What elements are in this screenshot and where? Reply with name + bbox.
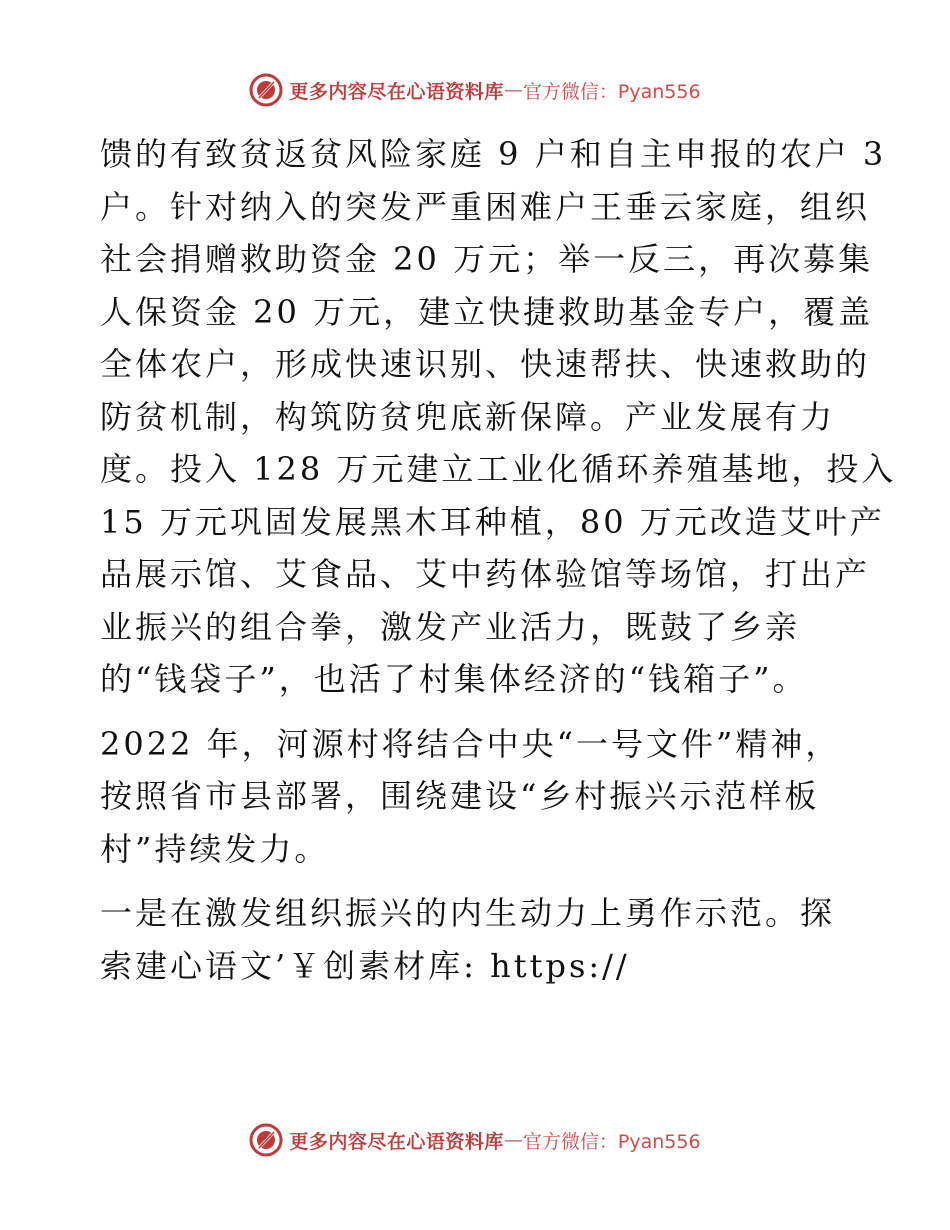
banner-wechat-id: 官方微信：Pyan556 [522,80,701,103]
text-line: 人保资金 20 万元，建立快捷救助基金专户，覆盖 [100,292,874,331]
text-line: 的“钱袋子”，也活了村集体经济的“钱箱子”。 [100,660,808,698]
text-line: 品展示馆、艾食品、艾中药体验馆等场馆，打出产 [100,555,871,593]
paragraph-2 [100,718,860,876]
banner-separator: — [503,79,523,101]
text-line: 全体农户，形成快速识别、快速帮扶、快速救助的 [100,345,871,383]
text-line: 业振兴的组合拳，激发产业活力，既鼓了乡亲 [100,607,801,646]
banner-wechat-id: 官方微信：Pyan556 [522,1130,701,1153]
text-line: 村”持续发力。 [100,829,330,868]
paragraph-3 [100,887,860,992]
brand-logo-icon [249,1123,283,1157]
text-line: 一是在激发组织振兴的内生动力上勇作示范。探 [100,894,836,932]
document-body [100,128,897,992]
text-line: 15 万元巩固发展黑木耳种植，80 万元改造艾叶产 [100,502,885,541]
text-line: 2022 年，河源村将结合中央“一号文件”精神， [100,724,841,763]
header-watermark-banner [0,70,950,110]
brand-logo-icon [249,73,283,107]
text-line: 索建心语文’￥创素材库: https:// [100,946,630,985]
footer-watermark-banner [0,1120,950,1160]
text-line: 按照省市县部署，围绕建设“乡村振兴示范样板 [100,777,820,815]
banner-title: 更多内容尽在心语资料库 [289,1130,504,1153]
text-line: 馈的有致贫返贫风险家庭 9 户和自主申报的农户 3 [100,135,887,173]
banner-separator: — [503,1129,523,1151]
banner-title: 更多内容尽在心语资料库 [289,80,504,103]
paragraph-1 [100,128,897,706]
text-line: 度。投入 128 万元建立工业化循环养殖基地，投入 [100,450,897,488]
text-line: 社会捐赠救助资金 20 万元；举一反三，再次募集 [100,240,874,278]
text-line: 防贫机制，构筑防贫兜底新保障。产业发展有力 [100,397,836,436]
text-line: 户。针对纳入的突发严重困难户王垂云家庭，组织 [100,187,871,226]
